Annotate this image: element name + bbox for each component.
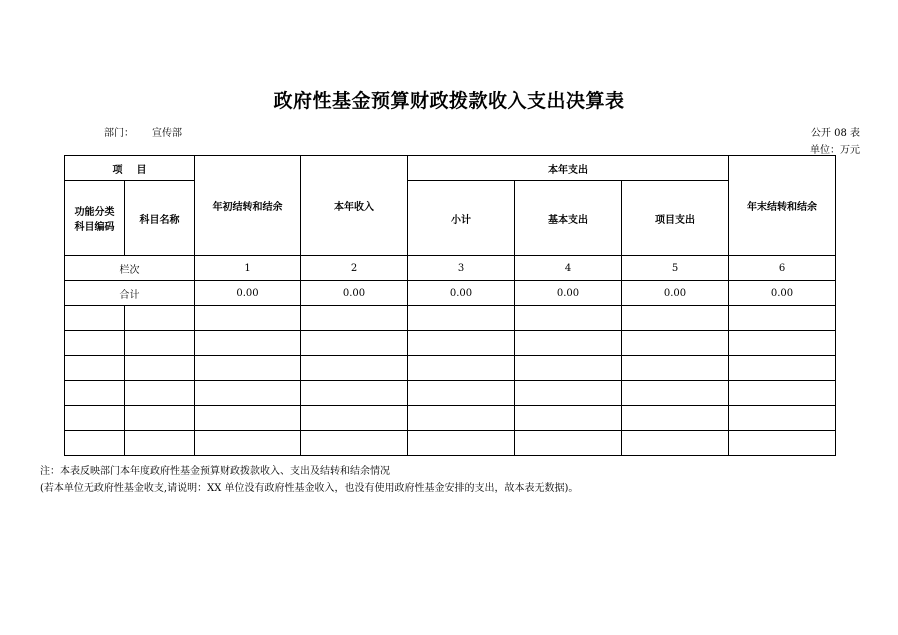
- column-number-cell: 6: [729, 256, 836, 281]
- budget-table: [64, 155, 836, 456]
- form-number: 公开 08 表: [810, 128, 860, 139]
- header-project: 项目支出: [622, 181, 729, 256]
- empty-cell: [515, 381, 622, 406]
- empty-cell: [729, 381, 836, 406]
- total-value-cell: 0.00: [195, 281, 301, 306]
- empty-cell: [65, 381, 125, 406]
- empty-cell: [515, 406, 622, 431]
- total-value-cell: 0.00: [515, 281, 622, 306]
- note-line-1: 注：本表反映部门本年度政府性基金预算财政拨款收入、支出及结转和结余情况: [40, 466, 390, 477]
- empty-cell: [301, 306, 408, 331]
- empty-cell: [515, 331, 622, 356]
- empty-cell: [729, 356, 836, 381]
- empty-cell: [301, 356, 408, 381]
- total-value-cell: 0.00: [622, 281, 729, 306]
- department-value: 宣传部: [152, 128, 182, 139]
- empty-cell: [125, 331, 195, 356]
- header-row-1: [65, 156, 836, 181]
- header-expense-group: 本年支出: [408, 156, 729, 181]
- empty-table-row: [65, 356, 836, 381]
- header-end-balance: 年末结转和结余: [729, 156, 836, 256]
- header-item: 项 目: [65, 156, 195, 181]
- empty-cell: [515, 306, 622, 331]
- empty-table-row: [65, 306, 836, 331]
- note-line-2: (若本单位无政府性基金收支,请说明：XX 单位没有政府性基金收入，也没有使用政府性基金安排的支出，故本表无数据)。: [40, 483, 579, 494]
- empty-cell: [408, 406, 515, 431]
- empty-cell: [65, 331, 125, 356]
- empty-cell: [622, 431, 729, 456]
- header-basic: 基本支出: [515, 181, 622, 256]
- empty-cell: [515, 431, 622, 456]
- empty-cell: [408, 381, 515, 406]
- empty-cell: [301, 431, 408, 456]
- empty-table-row: [65, 381, 836, 406]
- empty-cell: [301, 331, 408, 356]
- empty-cell: [729, 406, 836, 431]
- column-number-cell: 3: [408, 256, 515, 281]
- empty-cell: [622, 331, 729, 356]
- header-income: 本年收入: [301, 156, 408, 256]
- empty-cell: [408, 431, 515, 456]
- column-number-cell: 1: [195, 256, 301, 281]
- header-func-code-line2: 科目编码: [74, 222, 115, 233]
- empty-cell: [622, 381, 729, 406]
- empty-table-row: [65, 431, 836, 456]
- empty-cell: [195, 356, 301, 381]
- header-row-2: [65, 181, 836, 256]
- column-number-cell: 5: [622, 256, 729, 281]
- empty-cell: [125, 431, 195, 456]
- empty-cell: [729, 431, 836, 456]
- empty-cell: [195, 306, 301, 331]
- empty-cell: [195, 406, 301, 431]
- header-func-code-line1: 功能分类: [74, 207, 115, 218]
- empty-cell: [622, 306, 729, 331]
- empty-table-row: [65, 406, 836, 431]
- header-func-code: [65, 181, 125, 256]
- empty-rows: [65, 306, 836, 456]
- empty-cell: [622, 406, 729, 431]
- column-number-label: 栏次: [65, 256, 195, 281]
- header-subject-name: 科目名称: [125, 181, 195, 256]
- empty-cell: [729, 331, 836, 356]
- header-begin-balance: 年初结转和结余: [195, 156, 301, 256]
- header-subtotal: 小计: [408, 181, 515, 256]
- empty-cell: [125, 381, 195, 406]
- department-info: [104, 124, 182, 139]
- empty-table-row: [65, 331, 836, 356]
- empty-cell: [408, 356, 515, 381]
- total-value-cell: 0.00: [729, 281, 836, 306]
- column-number-cell: 4: [515, 256, 622, 281]
- empty-cell: [65, 406, 125, 431]
- empty-cell: [622, 356, 729, 381]
- total-value-cell: 0.00: [408, 281, 515, 306]
- unit-label: 单位：万元: [810, 145, 860, 156]
- empty-cell: [65, 431, 125, 456]
- empty-cell: [408, 331, 515, 356]
- empty-cell: [408, 306, 515, 331]
- empty-cell: [65, 306, 125, 331]
- total-value-cell: 0.00: [301, 281, 408, 306]
- empty-cell: [195, 431, 301, 456]
- empty-cell: [65, 356, 125, 381]
- empty-cell: [195, 331, 301, 356]
- column-number-row: [65, 256, 836, 281]
- total-label: 合计: [65, 281, 195, 306]
- column-number-cell: 2: [301, 256, 408, 281]
- empty-cell: [125, 356, 195, 381]
- empty-cell: [125, 406, 195, 431]
- empty-cell: [301, 381, 408, 406]
- empty-cell: [729, 306, 836, 331]
- page-title: 政府性基金预算财政拨款收入支出决算表: [273, 90, 625, 112]
- empty-cell: [515, 356, 622, 381]
- empty-cell: [301, 406, 408, 431]
- total-row: [65, 281, 836, 306]
- empty-cell: [195, 381, 301, 406]
- department-label: 部门：: [104, 128, 134, 139]
- empty-cell: [125, 306, 195, 331]
